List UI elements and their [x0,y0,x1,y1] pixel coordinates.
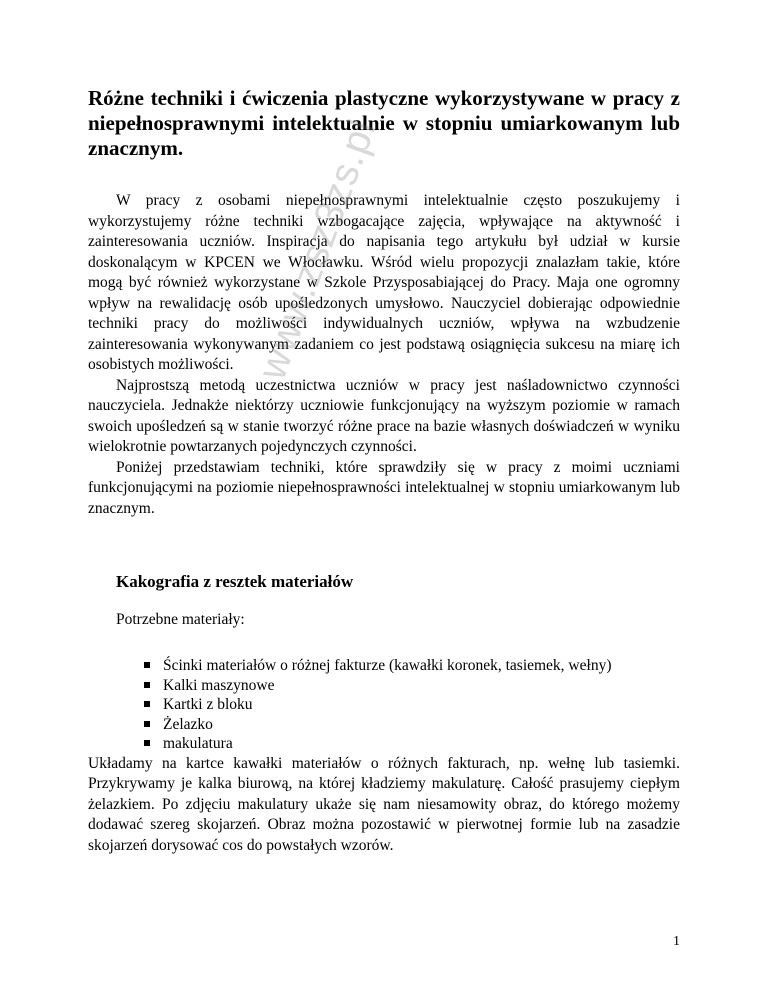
list-item: Żelazko [163,715,680,735]
materials-label: Potrzebne materiały: [116,611,245,628]
intro-paragraph: W pracy z osobami niepełnosprawnymi intelektualnie często poszukujemy i wykorzystujemy różne techniki wzbogacające zajęcia, wpływające na aktywność i zainteresowania uczniów. Inspiracja do napisania tego artykułu był udział w kursie doskonalącym w KPCEN we Włocławku. Wśród wielu propozycji znalazłam takie, które mogą być również wykorzystane w Szkole Przysposabiającej do Pracy. Maja one ogromny wpływ na rewalidację osób upośledzonych umysłowo. Nauczyciel dobierając odpowiednie techniki pracy do możliwości indywidualnych uczniów, wpływa na wzbudzenie zainteresowania wykonywanym zadaniem co jest podstawą osiągnięcia sukcesu na miarę ich osobistych możliwości. [88,192,680,373]
document-page [88,86,680,856]
body-paragraph-3: Poniżej przedstawiam techniki, które sprawdziły się w pracy z moimi uczniami funkcjonującymi na poziomie niepełnosprawności intelektualnej w stopniu umiarkowanym lub znacznym. [88,458,680,517]
document-title: Różne techniki i ćwiczenia plastyczne wykorzystywane w pracy z niepełnosprawnymi intelektualnie w stopniu umiarkowanym lub znacznym. [88,86,680,160]
page-number: 1 [673,934,680,949]
method-paragraph: Układamy na kartce kawałki materiałów o różnych fakturach, np. wełnę lub tasiemki. Przykrywamy je kalka biurową, na której kładziemy makulaturę. Całość prasujemy ciepłym żelazkiem. Po zdjęciu makulatury ukaże się nam niesamowity obraz, do którego możemy dodawać szereg skojarzeń. Obraz można pozostawić w pierwotnej formie lub na zasadzie skojarzeń dorysować cos do powstałych wzorów. [88,754,680,854]
list-item: Kartki z bloku [163,695,680,715]
section-heading: Kakografia z resztek materiałów [116,572,354,591]
body-paragraph-2: Najprostszą metodą uczestnictwa uczniów w pracy jest naśladownictwo czynności nauczyciela. Jednakże niektórzy uczniowie funkcjonujący na wyższym poziomie w ramach swoich upośledzeń są w stanie tworzyć różne prace na bazie własnych doświadczeń w wyniku wielokrotnie powtarzanych pojedynczych czynności. [88,376,680,455]
list-item: Kalki maszynowe [163,676,680,696]
list-item: makulatura [163,734,680,754]
watermark: www.zsz3zs.pl [250,113,385,386]
list-item: Ścinki materiałów o różnej fakturze (kawałki koronek, tasiemek, wełny) [163,656,680,676]
materials-list [88,656,680,754]
